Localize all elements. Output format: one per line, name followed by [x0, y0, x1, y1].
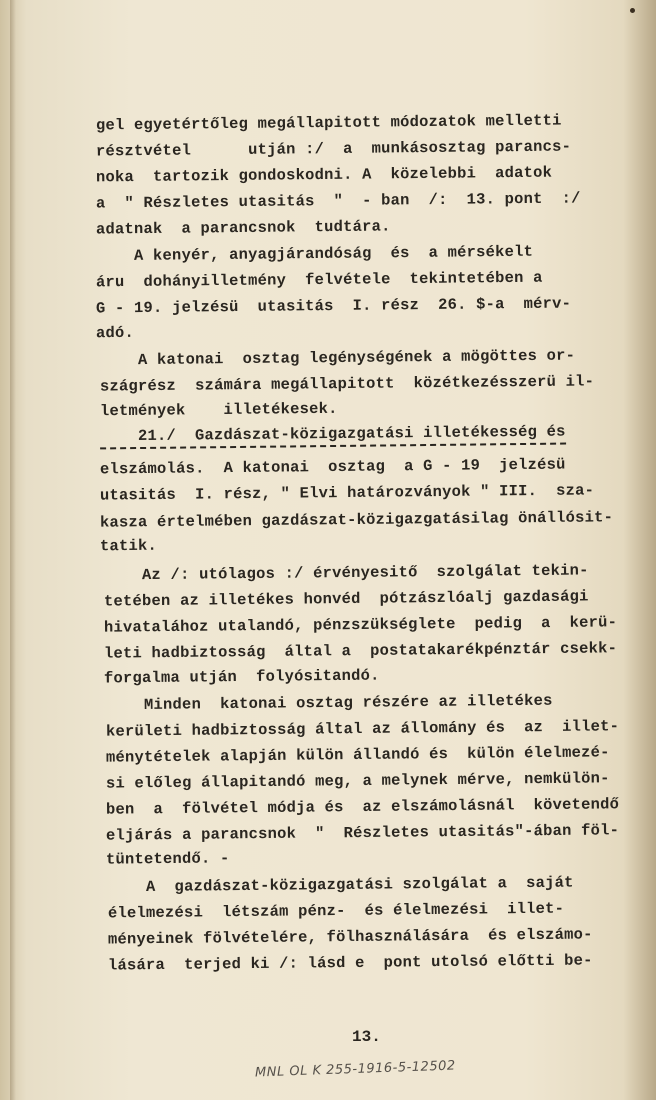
text-line: hivatalához utalandó, pénzszükséglete pedig a kerü-	[103, 613, 618, 637]
text-line: elszámolás. A katonai osztag a G - 19 jelzésü	[99, 455, 566, 479]
text-line: Minden katonai osztag részére az illetékes	[105, 691, 553, 715]
text-line: ménytételek alapján külön állandó és külön élelmezé-	[105, 743, 610, 767]
text-line: ben a fölvétel módja és az elszámolásnál követendő	[105, 795, 620, 819]
text-line: leti hadbiztosság által a postatakarékpénztár csekk-	[103, 639, 618, 663]
text-line: A kenyér, anyagjárandóság és a mérsékelt	[95, 242, 534, 266]
text-line: tüntetendő. -	[105, 849, 230, 869]
text-line: gel egyetértőleg megállapitott módozatok melletti	[95, 111, 562, 135]
text-line: adó.	[95, 323, 135, 343]
section-heading: 21./ Gazdászat-közigazgatási illetékesség és	[100, 423, 566, 450]
text-line: tetében az illetékes honvéd pótzászlóalj gazdasági	[103, 587, 589, 611]
text-line: résztvétel utján :/ a munkásosztag parancs-	[95, 137, 572, 161]
text-line: a " Részletes utasitás " - ban /: 13. pont :/	[95, 189, 581, 213]
text-line: G - 19. jelzésü utasitás I. rész 26. $-a mérv-	[95, 294, 572, 318]
page-number: 13.	[352, 1028, 381, 1046]
text-line: tatik.	[99, 536, 158, 556]
text-line: eljárás a parancsnok " Részletes utasitás"-ában föl-	[105, 821, 620, 845]
text-line: áru dohányilletmény felvétele tekintetében a	[95, 268, 543, 292]
text-line: kerületi hadbiztosság által az állomány és az illet-	[105, 717, 620, 741]
text-line: lására terjed ki /: lásd e pont utolsó előtti be-	[107, 951, 593, 975]
text-line: kasza értelmében gazdászat-közigazgatásilag önállósit-	[99, 508, 614, 532]
text-line: A gazdászat-közigazgatási szolgálat a saját	[107, 873, 574, 897]
text-line: letmények illetékesek.	[99, 399, 338, 421]
text-line: élelmezési létszám pénz- és élelmezési illet-	[107, 899, 565, 923]
text-line: szágrész számára megállapitott közétkezésszerü il-	[99, 372, 595, 396]
text-line: ményeinek fölvételére, fölhasználására és elszámo-	[107, 925, 593, 949]
text-line: noka tartozik gondoskodni. A közelebbi adatok	[95, 163, 553, 187]
text-line: adatnak a parancsnok tudtára.	[95, 217, 391, 239]
text-line: forgalma utján folyósitandó.	[103, 666, 380, 688]
text-line: Az /: utólagos :/ érvényesitő szolgálat tekin-	[103, 561, 589, 585]
page-fold-shadow	[10, 0, 16, 1100]
text-line: utasitás I. rész, " Elvi határozványok " III. sza-	[99, 481, 595, 505]
text-line: si előleg állapitandó meg, a melynek mérve, nemkülön-	[105, 769, 610, 793]
text-line: A katonai osztag legénységének a mögöttes or-	[99, 346, 576, 370]
binding-hole	[630, 8, 635, 13]
archive-reference: MNL OL K 255-1916-5-12502	[254, 1058, 456, 1081]
